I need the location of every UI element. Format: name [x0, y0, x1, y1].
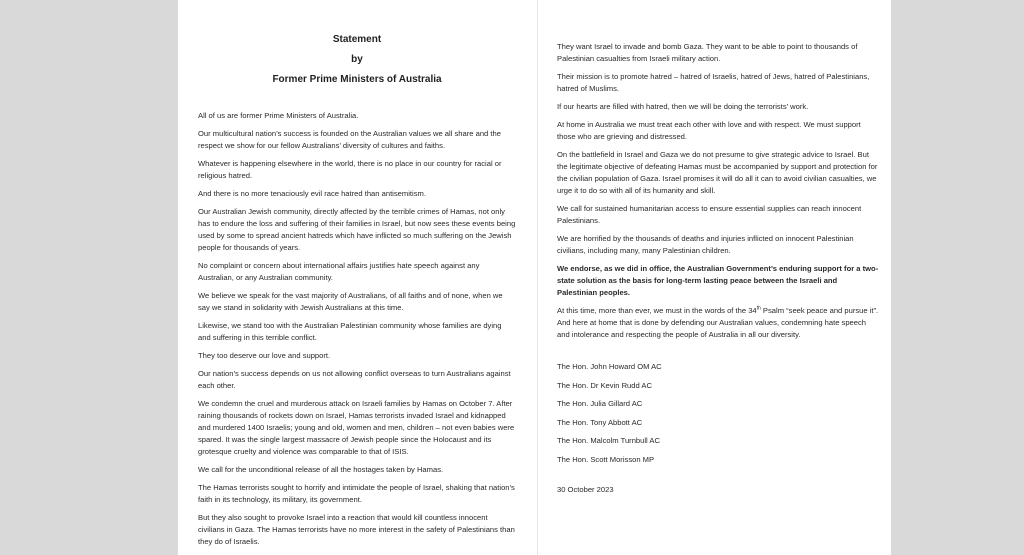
paragraph: Our nation’s success depends on us not allowing conflict overseas to turn Australians against each other. [198, 369, 511, 390]
paragraph: The Hamas terrorists sought to horrify and intimidate the people of Israel, shaking that nation’s faith in its technology, its military, its government. [198, 483, 515, 504]
paragraph: We condemn the cruel and murderous attack on Israeli families by Hamas on October 7. After raining thousands of rockets down on Israel, Hamas terrorists invaded Israel and kidnapped and murdered 1400 Israelis; young and old, women and men, children – not even babies were spared. It was the single largest massacre of Jewish people since the Holocaust and its grotesque cruelty and violence was comparable to that of ISIS. [198, 399, 515, 456]
paragraph: We are horrified by the thousands of deaths and injuries inflicted on innocent Palestinian civilians, including many, many Palestinian children. [557, 234, 854, 255]
signatory: The Hon. Malcolm Turnbull AC [557, 436, 660, 445]
two-state-solution-paragraph: We endorse, as we did in office, the Australian Government’s enduring support for a two-state solution as the basis for long-term lasting peace between the Israeli and Palestinian peoples. [557, 264, 879, 297]
signatory: The Hon. Julia Gillard AC [557, 399, 643, 408]
paragraph: Our Australian Jewish community, directly affected by the terrible crimes of Hamas, not only has to endure the loss and suffering of their families in Israel, but now sees these events being used by some to spread ancient hatreds which have inflicted so much suffering on the Jewish people for thousands of years. [198, 207, 516, 252]
left-paragraphs [198, 110, 516, 548]
signatory: The Hon. Scott Morisson MP [557, 454, 655, 464]
paragraph: Whatever is happening elsewhere in the world, there is no place in our country for racial or religious hatred. [198, 159, 502, 180]
paragraph: At home in Australia we must treat each other with love and with respect. We must support those who are grieving and distressed. [557, 120, 861, 141]
paragraph: Their mission is to promote hatred – hatred of Israelis, hatred of Jews, hatred of Palestinians, hatred of Muslims. [557, 72, 870, 93]
signatories-list [557, 361, 879, 472]
signatory: The Hon. John Howard OM AC [557, 362, 662, 371]
paragraph: All of us are former Prime Ministers of Australia. [198, 111, 359, 120]
paragraph: We call for sustained humanitarian access to ensure essential supplies can reach innocent Palestinians. [557, 204, 862, 225]
title-line-by: by [351, 54, 363, 65]
paragraph: But they also sought to provoke Israel into a reaction that would kill countless innocent civilians in Gaza. The Hamas terrorists have no more interest in the safety of Palestinians than they do of Israelis. [198, 513, 515, 546]
right-page-column [557, 0, 879, 496]
left-page-column [198, 0, 516, 554]
statement-date: 30 October 2023 [557, 485, 614, 494]
psalm-text-before: At this time, more than ever, we must in the words of the 34 [557, 306, 757, 315]
title-line-authors: Former Prime Ministers of Australia [272, 74, 442, 85]
page-divider [537, 0, 538, 555]
paragraph: Likewise, we stand too with the Australian Palestinian community whose families are dying and suffering in this terrible conflict. [198, 321, 502, 342]
paragraph: They too deserve our love and support. [198, 351, 331, 360]
paragraph: They want Israel to invade and bomb Gaza. They want to be able to point to thousands of Palestinian casualties from Israeli military action. [557, 42, 858, 63]
paragraph: On the battlefield in Israel and Gaza we do not presume to give strategic advice to Israel. But the legitimate objective of defeating Hamas must be accompanied by support and protection for the civilian population of Gaza. Israel promises it will do all it can to avoid civilian casualties, we urge it to do so with all of its humanity and skill. [557, 150, 878, 195]
psalm-paragraph [557, 305, 879, 341]
paragraph: Our multicultural nation’s success is founded on the Australian values we all share and the respect we show for our fellow Australians’ diversity of cultures and faiths. [198, 129, 501, 150]
title-line-statement: Statement [332, 34, 382, 45]
paragraph: And there is no more tenaciously evil race hatred than antisemitism. [198, 189, 426, 198]
right-paragraphs [557, 41, 879, 341]
statement-title [198, 34, 516, 94]
paragraph: No complaint or concern about international affairs justifies hate speech against any Australian, or any Australian community. [198, 261, 480, 282]
psalm-text-after: Psalm “seek peace and pursue it”. And here at home that is done by defending our Australian values, condemning hate speech and intolerance and respecting the people of Australia in all our diversity. [557, 306, 879, 339]
paragraph: We believe we speak for the vast majority of Australians, of all faiths and of none, when we say we stand in solidarity with Jewish Australians at this time. [198, 291, 503, 312]
document-page [178, 0, 891, 555]
paragraph: If our hearts are filled with hatred, then we will be doing the terrorists’ work. [557, 102, 809, 111]
signatory: The Hon. Dr Kevin Rudd AC [557, 380, 652, 390]
ordinal-superscript: th [756, 305, 761, 312]
paragraph: We call for the unconditional release of all the hostages taken by Hamas. [198, 465, 444, 474]
signatory: The Hon. Tony Abbott AC [557, 417, 643, 427]
